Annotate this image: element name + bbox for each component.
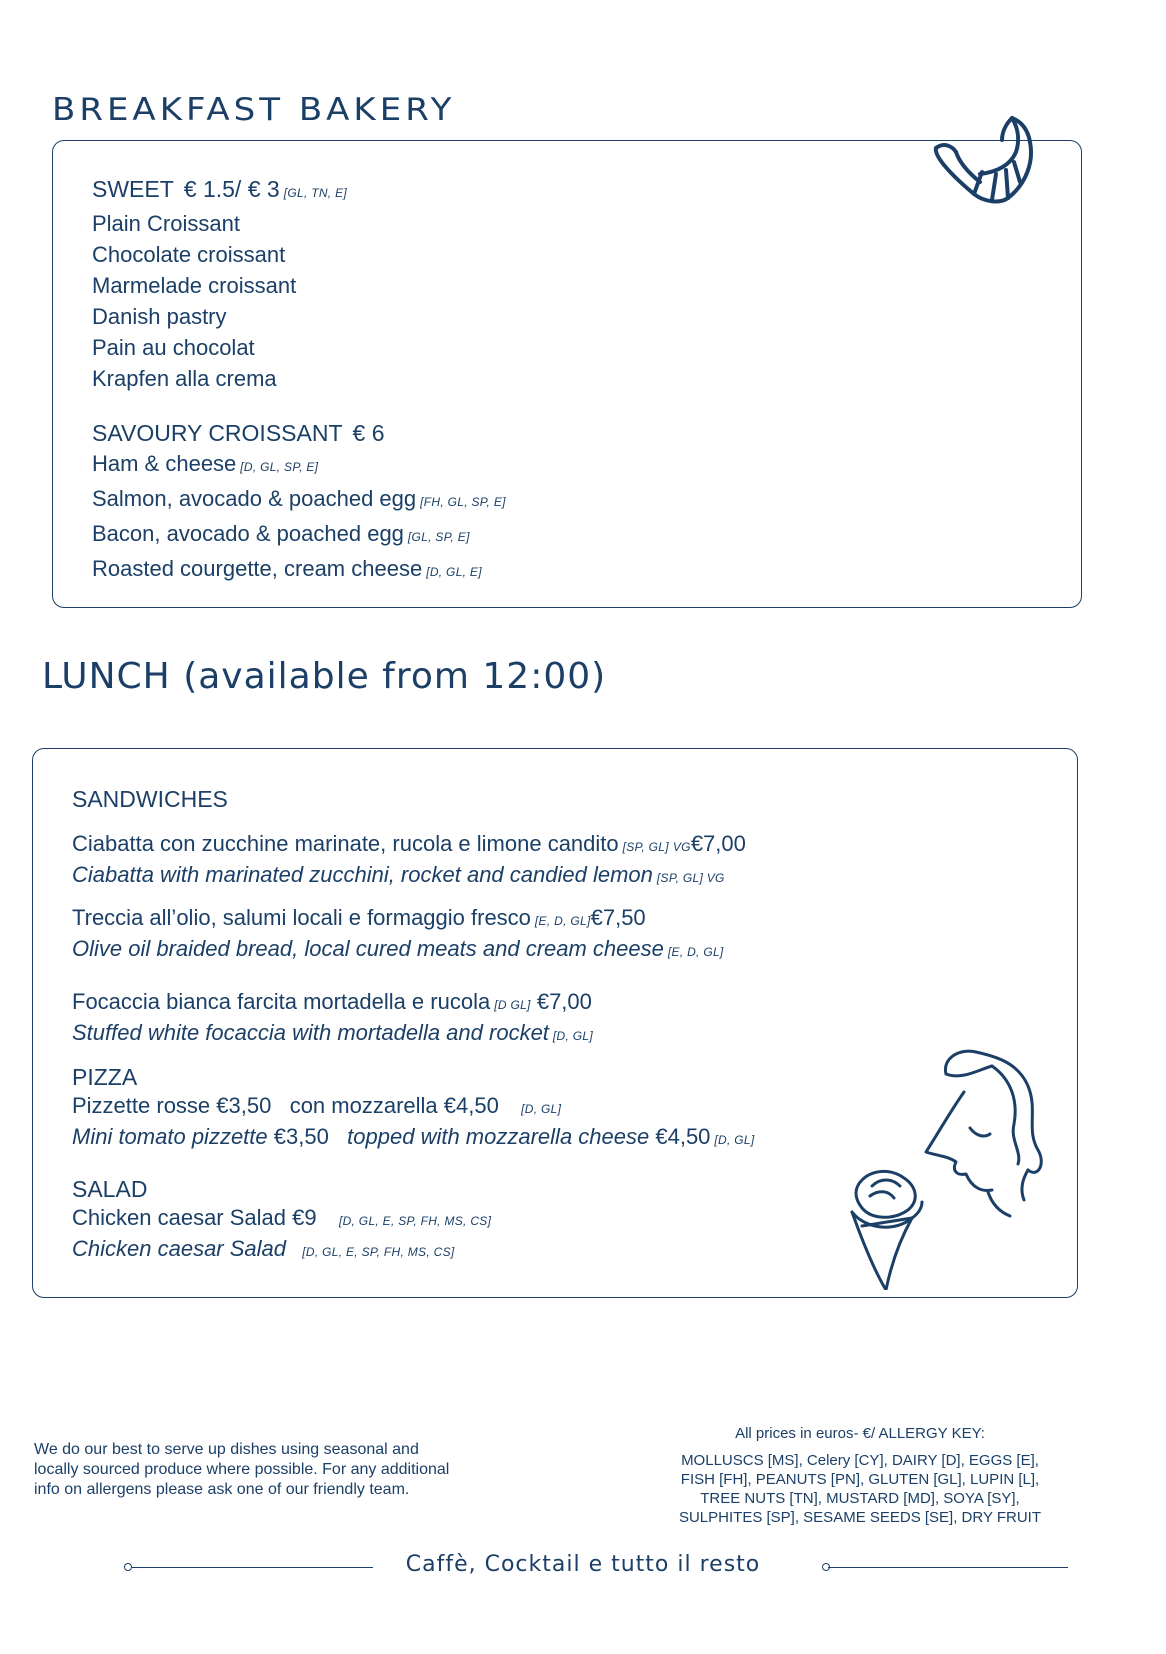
item-price: €7,00 — [690, 831, 746, 856]
item-name-it: Treccia all’olio, salumi locali e formaggio fresco — [72, 905, 531, 930]
item-allergens: [SP, GL] — [622, 840, 669, 854]
item-allergens: [D GL] — [494, 998, 531, 1012]
pizza-en-line: Mini tomato pizzette — [72, 1124, 268, 1149]
woman-eating-illustration — [842, 1040, 1072, 1290]
item-name: Bacon, avocado & poached egg — [92, 521, 404, 546]
sandwich-item — [72, 988, 746, 1050]
lunch-title: LUNCH (available from 12:00) — [42, 656, 607, 697]
menu-item: Danish pastry — [92, 304, 227, 329]
salad-en-allergens: [D, GL, E, SP, FH, MS, CS] — [302, 1245, 455, 1259]
croissant-icon — [930, 112, 1042, 210]
allergy-key-line: MOLLUSCS [MS], Celery [CY], DAIRY [D], EGGS [E], — [681, 1452, 1039, 1469]
pizza-en-extra-price: €4,50 — [655, 1124, 711, 1149]
menu-item: Chocolate croissant — [92, 242, 286, 267]
allergy-key-title: All prices in euros- €/ ALLERGY KEY: — [735, 1425, 985, 1442]
sweet-allergens: [GL, TN, E] — [283, 186, 348, 200]
sweet-heading: SWEET — [92, 176, 174, 202]
item-name-it: Ciabatta con zucchine marinate, rucola e limone candito — [72, 831, 619, 856]
menu-item: Marmelade croissant — [92, 273, 297, 298]
pizza-section — [72, 1062, 755, 1154]
allergen-note: We do our best to serve up dishes using seasonal and locally sourced produce where possible. For any additional info on allergens please ask one of our friendly team. — [34, 1441, 450, 1498]
salad-it-line: Chicken caesar Salad €9 — [72, 1205, 317, 1230]
menu-item — [92, 553, 506, 588]
salad-heading: SALAD — [72, 1176, 148, 1202]
item-diet: VG — [672, 840, 691, 854]
sandwiches-heading: SANDWICHES — [72, 786, 228, 812]
item-allergens: [D, GL] — [552, 1029, 594, 1043]
pizza-allergens: [D, GL] — [521, 1102, 562, 1116]
menu-item — [92, 518, 506, 553]
pizza-en-extra: topped with mozzarella cheese — [347, 1124, 650, 1149]
sandwich-item — [72, 904, 746, 966]
item-price: €7,00 — [536, 989, 592, 1014]
menu-item: Pain au chocolat — [92, 335, 255, 360]
menu-item: Krapfen alla crema — [92, 366, 277, 391]
item-name-en: Olive oil braided bread, local cured meats and cream cheese — [72, 936, 664, 961]
pizza-en-allergens: [D, GL] — [714, 1133, 755, 1147]
item-allergens: [E, D, GL] — [667, 945, 724, 959]
savoury-price: € 6 — [352, 420, 385, 446]
footer-tagline: Caffè, Cocktail e tutto il resto — [405, 1552, 761, 1577]
item-allergens: [FH, GL, SP, E] — [420, 495, 506, 509]
item-name-en: Ciabatta with marinated zucchini, rocket and candied lemon — [72, 862, 653, 887]
salad-en-line: Chicken caesar Salad — [72, 1236, 287, 1261]
allergy-key-line: TREE NUTS [TN], MUSTARD [MD], SOYA [SY], — [700, 1490, 1020, 1507]
sandwich-item — [72, 830, 746, 892]
item-name: Roasted courgette, cream cheese — [92, 556, 423, 581]
savoury-heading: SAVOURY CROISSANT — [92, 420, 343, 446]
menu-item: Plain Croissant — [92, 211, 240, 236]
allergy-key-line: SULPHITES [SP], SESAME SEEDS [SE], DRY FRUIT — [678, 1509, 1042, 1526]
footer-rule-right — [828, 1567, 1068, 1568]
sandwiches-section — [72, 784, 746, 1050]
pizza-it-extra: con mozzarella €4,50 — [289, 1093, 499, 1118]
item-price: €7,50 — [590, 905, 646, 930]
item-allergens: [D, GL, E] — [426, 565, 482, 579]
pizza-heading: PIZZA — [72, 1064, 138, 1090]
allergy-key-line: FISH [FH], PEANUTS [PN], GLUTEN [GL], LUPIN [L], — [680, 1471, 1040, 1488]
item-name-en: Stuffed white focaccia with mortadella and rocket — [72, 1020, 549, 1045]
salad-allergens: [D, GL, E, SP, FH, MS, CS] — [338, 1214, 492, 1228]
item-allergens: [SP, GL] VG — [656, 871, 725, 885]
item-allergens: [D, GL, SP, E] — [240, 460, 319, 474]
item-name-it: Focaccia bianca farcita mortadella e rucola — [72, 989, 491, 1014]
sweet-section — [92, 174, 347, 394]
pizza-it-line: Pizzette rosse €3,50 — [72, 1093, 272, 1118]
menu-item — [92, 483, 506, 518]
salad-section — [72, 1174, 491, 1266]
breakfast-title: BREAKFAST BAKERY — [52, 91, 456, 129]
item-allergens: [E, D, GL] — [534, 914, 591, 928]
pizza-en-price: €3,50 — [273, 1124, 329, 1149]
item-name: Ham & cheese — [92, 451, 237, 476]
sweet-price: € 1.5/ € 3 — [183, 176, 280, 202]
item-allergens: [GL, SP, E] — [407, 530, 470, 544]
menu-item — [92, 448, 506, 483]
savoury-section — [92, 418, 506, 588]
item-name: Salmon, avocado & poached egg — [92, 486, 417, 511]
allergy-key — [640, 1424, 1080, 1527]
